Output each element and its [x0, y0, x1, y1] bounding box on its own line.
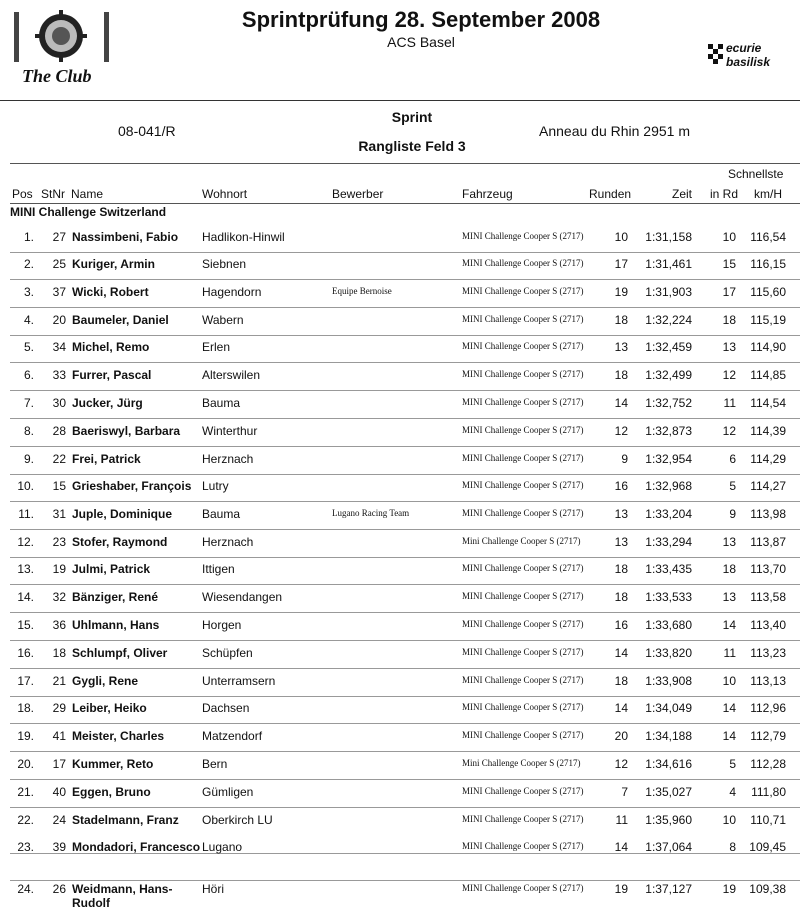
row-name: Jucker, Jürg — [72, 396, 143, 410]
row-divider — [10, 779, 800, 780]
row-zeit: 1:33,908 — [645, 674, 692, 688]
col-schnellste: Schnellste — [728, 167, 784, 181]
row-name: Michel, Remo — [72, 340, 150, 354]
row-name: Meister, Charles — [72, 729, 165, 743]
row-kmh: 112,96 — [750, 701, 786, 715]
row-zeit: 1:31,158 — [645, 230, 692, 244]
row-name: Uhlmann, Hans — [72, 618, 160, 632]
row-in-rd: 14 — [722, 618, 736, 632]
row-fahrzeug: MINI Challenge Cooper S (2717) — [462, 702, 584, 712]
row-fahrzeug: MINI Challenge Cooper S (2717) — [462, 508, 584, 518]
row-name: Kuriger, Armin — [72, 257, 155, 271]
row-wohnort: Oberkirch LU — [202, 813, 273, 827]
row-stnr: 40 — [52, 785, 66, 799]
row-runden: 16 — [614, 479, 628, 493]
row-name: Weidmann, Hans-Rudolf — [72, 882, 173, 910]
row-wohnort: Alterswilen — [202, 368, 261, 382]
row-kmh: 113,98 — [750, 507, 786, 521]
row-fahrzeug: MINI Challenge Cooper S (2717) — [462, 286, 584, 296]
row-pos: 2. — [23, 257, 34, 271]
table-row — [0, 674, 800, 702]
table-row — [0, 452, 800, 480]
row-zeit: 1:37,064 — [645, 840, 692, 854]
row-stnr: 18 — [52, 646, 66, 660]
table-row — [0, 840, 800, 868]
list-title: Rangliste Feld 3 — [358, 138, 466, 154]
row-wohnort: Winterthur — [202, 424, 258, 438]
row-bewerber: Lugano Racing Team — [332, 508, 410, 518]
row-in-rd: 9 — [729, 507, 736, 521]
row-name: Furrer, Pascal — [72, 368, 152, 382]
row-divider — [10, 557, 800, 558]
row-divider — [10, 584, 800, 585]
row-kmh: 109,45 — [749, 840, 786, 854]
row-runden: 19 — [614, 882, 628, 896]
row-pos: 11. — [18, 507, 34, 521]
row-name: Stadelmann, Franz — [72, 813, 179, 827]
row-pos: 23. — [17, 840, 34, 854]
table-row — [0, 424, 800, 452]
row-kmh: 113,23 — [750, 646, 786, 660]
row-wohnort: Herznach — [202, 452, 254, 466]
row-runden: 13 — [614, 535, 628, 549]
row-zeit: 1:33,680 — [645, 618, 692, 632]
row-runden: 18 — [614, 590, 628, 604]
row-runden: 20 — [614, 729, 628, 743]
row-name: Bänziger, René — [72, 590, 159, 604]
row-kmh: 110,71 — [750, 813, 786, 827]
row-fahrzeug: MINI Challenge Cooper S (2717) — [462, 563, 584, 573]
row-divider — [10, 640, 800, 641]
row-fahrzeug: MINI Challenge Cooper S (2717) — [462, 341, 584, 351]
row-kmh: 114,29 — [750, 452, 786, 466]
table-row — [0, 396, 800, 424]
row-zeit: 1:33,820 — [645, 646, 692, 660]
document-id: 08-041/R — [118, 123, 176, 139]
row-in-rd: 11 — [723, 646, 736, 660]
row-in-rd: 12 — [722, 368, 736, 382]
row-pos: 16. — [17, 646, 34, 660]
col-zeit: Zeit — [672, 187, 693, 201]
row-wohnort: Hagendorn — [202, 285, 262, 299]
row-in-rd: 14 — [722, 701, 736, 715]
row-name: Nassimbeni, Fabio — [72, 230, 179, 244]
row-pos: 8. — [23, 424, 34, 438]
row-divider — [10, 362, 800, 363]
row-fahrzeug: MINI Challenge Cooper S (2717) — [462, 730, 584, 740]
row-kmh: 116,54 — [750, 230, 786, 244]
row-kmh: 114,39 — [750, 424, 786, 438]
row-kmh: 111,80 — [751, 785, 786, 799]
row-divider — [10, 501, 800, 502]
row-fahrzeug: MINI Challenge Cooper S (2717) — [462, 369, 584, 379]
row-kmh: 113,13 — [750, 674, 786, 688]
row-zeit: 1:34,049 — [645, 701, 692, 715]
table-row — [0, 729, 800, 757]
row-in-rd: 10 — [722, 230, 736, 244]
row-wohnort: Matzendorf — [202, 729, 263, 743]
row-fahrzeug: MINI Challenge Cooper S (2717) — [462, 480, 584, 490]
row-stnr: 27 — [52, 230, 66, 244]
row-pos: 13. — [17, 562, 34, 576]
row-runden: 14 — [614, 396, 628, 410]
row-wohnort: Gümligen — [202, 785, 254, 799]
row-stnr: 17 — [52, 757, 66, 771]
row-divider — [10, 668, 800, 669]
row-wohnort: Lutry — [202, 479, 229, 493]
row-pos: 20. — [17, 757, 34, 771]
row-divider — [10, 335, 800, 336]
row-zeit: 1:32,968 — [645, 479, 692, 493]
row-divider — [10, 279, 800, 280]
row-wohnort: Herznach — [202, 535, 254, 549]
row-stnr: 31 — [52, 507, 66, 521]
row-in-rd: 6 — [729, 452, 736, 466]
row-zeit: 1:32,752 — [645, 396, 692, 410]
row-fahrzeug: MINI Challenge Cooper S (2717) — [462, 231, 584, 241]
row-runden: 11 — [615, 813, 628, 827]
row-divider — [10, 390, 800, 391]
row-pos: 1. — [23, 230, 34, 244]
table-top-divider — [10, 163, 800, 164]
row-runden: 14 — [614, 840, 628, 854]
table-row — [0, 562, 800, 590]
row-runden: 12 — [614, 424, 628, 438]
row-in-rd: 17 — [722, 285, 736, 299]
row-kmh: 116,15 — [750, 257, 786, 271]
table-row — [0, 590, 800, 618]
row-wohnort: Dachsen — [202, 701, 250, 715]
table-row — [0, 882, 800, 910]
row-zeit: 1:33,435 — [645, 562, 692, 576]
row-runden: 9 — [621, 452, 628, 466]
row-stnr: 29 — [52, 701, 66, 715]
row-kmh: 114,54 — [750, 396, 786, 410]
row-runden: 18 — [614, 562, 628, 576]
row-stnr: 23 — [52, 535, 66, 549]
row-runden: 18 — [614, 313, 628, 327]
row-stnr: 19 — [52, 562, 66, 576]
row-wohnort: Hadlikon-Hinwil — [202, 230, 285, 244]
row-zeit: 1:35,027 — [645, 785, 692, 799]
header-row-divider — [10, 203, 800, 204]
row-runden: 10 — [614, 230, 628, 244]
row-zeit: 1:31,461 — [645, 257, 692, 271]
col-runden: Runden — [589, 187, 632, 201]
row-name: Mondadori, Francesco — [72, 840, 201, 854]
row-zeit: 1:33,204 — [645, 507, 692, 521]
row-name: Juple, Dominique — [72, 507, 173, 521]
table-row — [0, 313, 800, 341]
row-zeit: 1:33,533 — [645, 590, 692, 604]
row-runden: 12 — [614, 757, 628, 771]
row-pos: 12. — [17, 535, 34, 549]
header-divider — [0, 100, 800, 101]
row-runden: 16 — [614, 618, 628, 632]
col-in-rd: in Rd — [710, 187, 739, 201]
class-heading: MINI Challenge Switzerland — [10, 205, 167, 219]
row-divider — [10, 529, 800, 530]
row-zeit: 1:32,459 — [645, 340, 692, 354]
event-type: Sprint — [391, 109, 433, 125]
row-in-rd: 13 — [722, 535, 736, 549]
row-fahrzeug: MINI Challenge Cooper S (2717) — [462, 814, 584, 824]
row-fahrzeug: MINI Challenge Cooper S (2717) — [462, 397, 584, 407]
row-runden: 18 — [614, 674, 628, 688]
row-divider — [10, 418, 800, 419]
col-name: Name — [71, 187, 104, 201]
table-row — [0, 618, 800, 646]
table-row — [0, 785, 800, 813]
table-row — [0, 701, 800, 729]
row-stnr: 25 — [52, 257, 66, 271]
row-wohnort: Siebnen — [202, 257, 247, 271]
club-name: The Club — [22, 66, 92, 86]
row-in-rd: 15 — [722, 257, 736, 271]
row-zeit: 1:31,903 — [645, 285, 692, 299]
row-pos: 14. — [17, 590, 34, 604]
row-kmh: 112,28 — [750, 757, 786, 771]
row-divider — [10, 807, 800, 808]
row-name: Leiber, Heiko — [72, 701, 147, 715]
row-fahrzeug: MINI Challenge Cooper S (2717) — [462, 647, 584, 657]
table-row — [0, 368, 800, 396]
row-pos: 18. — [17, 701, 34, 715]
row-runden: 19 — [614, 285, 628, 299]
row-in-rd: 5 — [729, 479, 736, 493]
row-runden: 14 — [614, 646, 628, 660]
row-divider — [10, 612, 800, 613]
col-pos: Pos — [12, 187, 33, 201]
table-row — [0, 479, 800, 507]
row-in-rd: 18 — [722, 562, 736, 576]
row-stnr: 34 — [52, 340, 66, 354]
row-wohnort: Wiesendangen — [202, 590, 283, 604]
row-fahrzeug: MINI Challenge Cooper S (2717) — [462, 883, 584, 893]
row-kmh: 112,79 — [750, 729, 786, 743]
row-pos: 6. — [23, 368, 34, 382]
row-wohnort: Schüpfen — [202, 646, 253, 660]
row-wohnort: Unterramsern — [202, 674, 276, 688]
page-subtitle: ACS Basel — [387, 34, 455, 50]
row-zeit: 1:35,960 — [645, 813, 692, 827]
row-zeit: 1:34,188 — [645, 729, 692, 743]
svg-text:basilisk: basilisk — [726, 55, 771, 69]
row-bewerber: Equipe Bernoise — [332, 286, 392, 296]
row-fahrzeug: MINI Challenge Cooper S (2717) — [462, 675, 584, 685]
row-pos: 4. — [23, 313, 34, 327]
row-in-rd: 4 — [729, 785, 736, 799]
row-name: Kummer, Reto — [72, 757, 154, 771]
row-fahrzeug: MINI Challenge Cooper S (2717) — [462, 786, 584, 796]
row-pos: 5. — [23, 340, 34, 354]
row-pos: 17. — [17, 674, 34, 688]
row-kmh: 115,19 — [750, 313, 786, 327]
table-row — [0, 230, 800, 258]
row-zeit: 1:33,294 — [645, 535, 692, 549]
table-row — [0, 257, 800, 285]
table-row — [0, 340, 800, 368]
row-stnr: 32 — [52, 590, 66, 604]
row-runden: 7 — [621, 785, 628, 799]
table-row — [0, 507, 800, 535]
col-stnr: StNr — [41, 187, 65, 201]
row-in-rd: 19 — [722, 882, 736, 896]
row-pos: 21. — [17, 785, 34, 799]
row-kmh: 114,85 — [750, 368, 786, 382]
row-stnr: 37 — [52, 285, 66, 299]
row-divider — [10, 751, 800, 752]
row-stnr: 21 — [52, 674, 66, 688]
row-fahrzeug: MINI Challenge Cooper S (2717) — [462, 841, 584, 851]
table-row — [0, 813, 800, 841]
row-stnr: 30 — [52, 396, 66, 410]
row-kmh: 113,87 — [750, 535, 786, 549]
row-stnr: 22 — [52, 452, 66, 466]
table-row — [0, 757, 800, 785]
row-in-rd: 13 — [722, 340, 736, 354]
row-name: Schlumpf, Oliver — [72, 646, 168, 660]
row-wohnort: Bauma — [202, 396, 241, 410]
row-stnr: 26 — [52, 882, 66, 896]
row-stnr: 39 — [52, 840, 66, 854]
row-kmh: 113,58 — [750, 590, 786, 604]
col-fahrzeug: Fahrzeug — [462, 187, 513, 201]
row-in-rd: 18 — [722, 313, 736, 327]
row-name: Stofer, Raymond — [72, 535, 168, 549]
row-name: Eggen, Bruno — [72, 785, 151, 799]
row-stnr: 28 — [52, 424, 66, 438]
row-pos: 15. — [17, 618, 34, 632]
checkered-flag-icon — [706, 38, 800, 70]
svg-text:ecurie: ecurie — [726, 41, 762, 55]
row-fahrzeug: MINI Challenge Cooper S (2717) — [462, 453, 584, 463]
venue: Anneau du Rhin 2951 m — [539, 123, 690, 139]
row-runden: 17 — [614, 257, 628, 271]
row-zeit: 1:32,224 — [645, 313, 692, 327]
row-divider — [10, 307, 800, 308]
row-name: Frei, Patrick — [72, 452, 141, 466]
row-in-rd: 5 — [729, 757, 736, 771]
row-stnr: 36 — [52, 618, 66, 632]
row-wohnort: Erlen — [202, 340, 231, 354]
row-zeit: 1:32,499 — [645, 368, 692, 382]
sponsor-logo — [706, 38, 800, 70]
row-wohnort: Bauma — [202, 507, 241, 521]
row-divider — [10, 723, 800, 724]
row-pos: 24. — [17, 882, 34, 896]
col-bewerber: Bewerber — [332, 187, 384, 201]
row-divider — [10, 446, 800, 447]
row-zeit: 1:32,954 — [645, 452, 692, 466]
row-pos: 22. — [17, 813, 34, 827]
row-kmh: 114,90 — [750, 340, 786, 354]
row-divider — [10, 696, 800, 697]
col-wohnort: Wohnort — [202, 187, 248, 201]
row-name: Baeriswyl, Barbara — [72, 424, 181, 438]
row-pos: 7. — [23, 396, 34, 410]
row-stnr: 24 — [52, 813, 66, 827]
row-fahrzeug: Mini Challenge Cooper S (2717) — [462, 758, 581, 768]
row-pos: 3. — [23, 285, 34, 299]
row-wohnort: Horgen — [202, 618, 242, 632]
row-runden: 14 — [614, 701, 628, 715]
row-stnr: 41 — [52, 729, 66, 743]
row-wohnort: Lugano — [202, 840, 243, 854]
row-fahrzeug: MINI Challenge Cooper S (2717) — [462, 425, 584, 435]
row-pos: 9. — [23, 452, 34, 466]
row-fahrzeug: MINI Challenge Cooper S (2717) — [462, 314, 584, 324]
table-row — [0, 285, 800, 313]
row-in-rd: 8 — [729, 840, 736, 854]
row-in-rd: 14 — [722, 729, 736, 743]
row-kmh: 115,60 — [750, 285, 786, 299]
row-stnr: 33 — [52, 368, 66, 382]
row-runden: 13 — [614, 340, 628, 354]
row-in-rd: 10 — [722, 813, 736, 827]
row-stnr: 15 — [52, 479, 66, 493]
row-name: Grieshaber, François — [72, 479, 192, 493]
row-name: Gygli, Rene — [72, 674, 139, 688]
row-runden: 18 — [614, 368, 628, 382]
row-name: Julmi, Patrick — [72, 562, 151, 576]
row-fahrzeug: Mini Challenge Cooper S (2717) — [462, 536, 581, 546]
row-name: Wicki, Robert — [72, 285, 149, 299]
row-in-rd: 10 — [722, 674, 736, 688]
row-fahrzeug: MINI Challenge Cooper S (2717) — [462, 591, 584, 601]
row-wohnort: Ittigen — [202, 562, 235, 576]
row-fahrzeug: MINI Challenge Cooper S (2717) — [462, 619, 584, 629]
row-kmh: 114,27 — [750, 479, 786, 493]
row-stnr: 20 — [52, 313, 66, 327]
row-zeit: 1:34,616 — [645, 757, 692, 771]
row-in-rd: 13 — [722, 590, 736, 604]
row-divider — [10, 252, 800, 253]
row-kmh: 113,70 — [750, 562, 786, 576]
row-kmh: 113,40 — [750, 618, 786, 632]
row-wohnort: Höri — [202, 882, 225, 896]
row-runden: 13 — [614, 507, 628, 521]
row-wohnort: Bern — [202, 757, 228, 771]
row-fahrzeug: MINI Challenge Cooper S (2717) — [462, 258, 584, 268]
row-pos: 19. — [17, 729, 34, 743]
row-in-rd: 11 — [723, 396, 736, 410]
table-row — [0, 535, 800, 563]
row-wohnort: Wabern — [202, 313, 244, 327]
page-title: Sprintprüfung 28. September 2008 — [241, 7, 601, 32]
row-zeit: 1:37,127 — [645, 882, 692, 896]
row-in-rd: 12 — [722, 424, 736, 438]
row-zeit: 1:32,873 — [645, 424, 692, 438]
table-row — [0, 646, 800, 674]
row-kmh: 109,38 — [749, 882, 786, 896]
row-pos: 10. — [17, 479, 34, 493]
row-divider — [10, 880, 800, 881]
col-kmh: km/H — [754, 187, 782, 201]
row-name: Baumeler, Daniel — [72, 313, 169, 327]
row-divider — [10, 474, 800, 475]
